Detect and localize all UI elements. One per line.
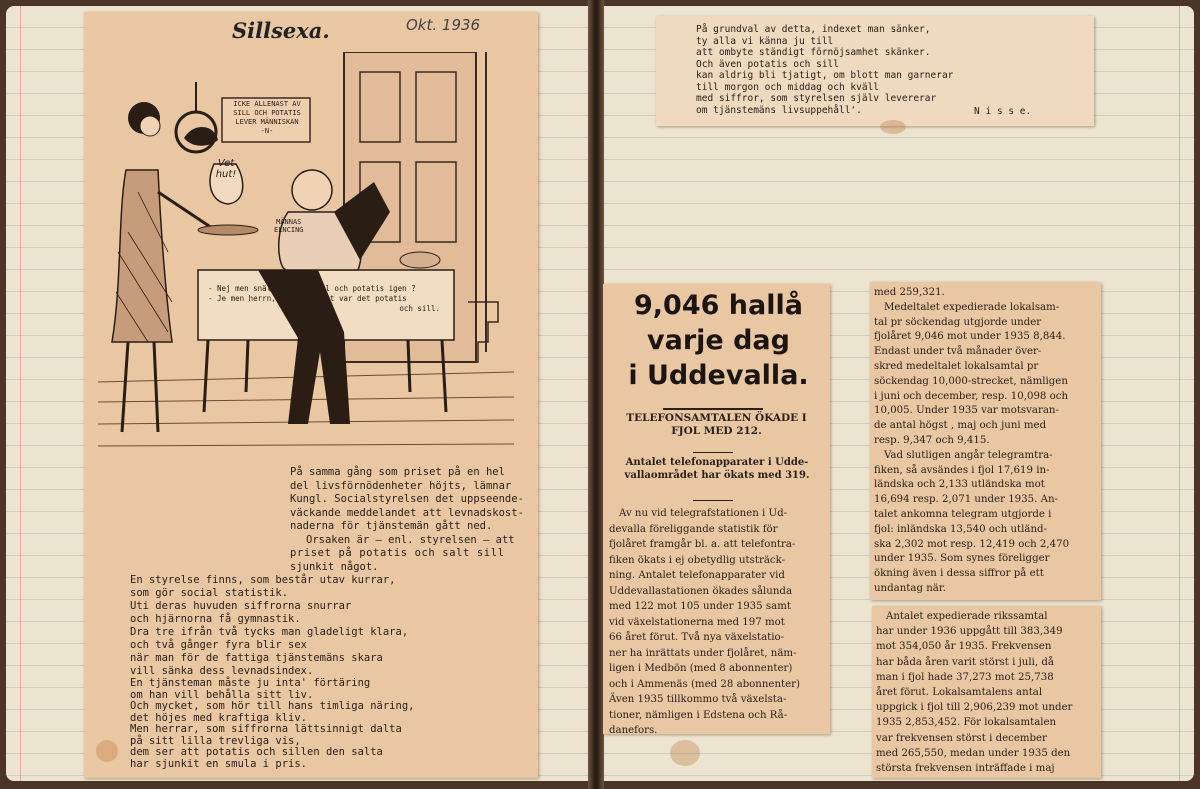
column-bottom-text xyxy=(876,609,1098,776)
column-line: med 259,321. xyxy=(874,287,945,298)
body-line: ning. Antalet telefonapparater vid xyxy=(609,570,785,581)
headline-line: i Uddevalla. xyxy=(628,360,809,391)
column-line: har båda åren varit störst i juli, då xyxy=(876,656,1054,668)
article-subhead xyxy=(609,412,824,438)
bag-label: Vet hut! xyxy=(215,158,237,180)
prose-line: På samma gång som priset på en hel xyxy=(290,466,505,478)
poem-line: På grundval av detta, indexet man sänker, xyxy=(696,24,931,35)
body-line: Uddevallastationen ökades sålunda xyxy=(609,585,793,597)
verse-line: och hjärnorna få gymnastik. xyxy=(130,613,301,625)
sillsexa-clipping xyxy=(84,12,538,778)
column-line: skred medeltalet lokalsamtal pr xyxy=(874,360,1039,372)
poem-clipping xyxy=(656,16,1094,126)
wall-sign-line: SILL OCH POTATIS xyxy=(233,109,301,117)
body-line: Även 1935 tillkommo två växelsta- xyxy=(609,694,787,705)
caption-line: och sill. xyxy=(399,304,440,313)
verse-line: Och mycket, som hör till hans timliga näring, xyxy=(130,700,415,712)
prose-line: del livsförnödenheter höjts, lämnar xyxy=(290,479,512,492)
column-line: tal pr söckendag utgjorde under xyxy=(874,316,1042,328)
handwritten-date: Okt. 1936 xyxy=(406,16,481,34)
shirt-label-line: ELNCING xyxy=(274,226,304,234)
column-line: fjol: inländska 13,540 och utländ- xyxy=(874,523,1047,535)
column-line: 16,694 resp. 2,071 under 1935. An- xyxy=(874,494,1058,506)
article-body xyxy=(609,506,825,739)
column-top-text xyxy=(874,286,1098,597)
column-line: uppgick i fjol till 2,906,239 mot under xyxy=(876,702,1073,714)
verse-line: som gör social statistik. xyxy=(130,587,289,599)
verse-line: Dra tre ifrån två tycks man gladeligt klara, xyxy=(130,626,409,638)
poem-signature: N i s s e. xyxy=(974,106,1032,117)
verse-line: Uti deras huvuden siffrorna snurrar xyxy=(130,600,352,612)
wall-sign-line: -N- xyxy=(260,127,274,135)
prose-line: sjunkit något. xyxy=(290,560,379,573)
verse-line: En tjänsteman måste ju inta' förtäring xyxy=(130,677,371,689)
column-line: Vad slutligen angår telegramtra- xyxy=(884,449,1053,461)
article-continuation-bottom xyxy=(872,606,1101,778)
prose-line: Orsaken är — enl. styrelsen — att xyxy=(306,533,515,546)
column-line: året förut. Lokalsamtalens antal xyxy=(876,687,1043,699)
column-line: 10,005. Under 1935 var motsvaran- xyxy=(874,405,1059,417)
verse-line: Men herrar, som siffrorna lättsinnigt dalta xyxy=(130,723,402,735)
verse-2 xyxy=(130,678,414,770)
column-line: var frekvensen störst i december xyxy=(876,732,1047,744)
glue-stain xyxy=(670,740,700,766)
verse-line: på sitt lilla trevliga vis, xyxy=(130,734,301,747)
headline-rule xyxy=(663,408,763,410)
verse-line: En styrelse finns, som består utav kurrar, xyxy=(130,574,396,586)
prose-line: väckande meddelandet att levnadskost- xyxy=(290,506,524,519)
column-line: har under 1936 uppgått till 383,349 xyxy=(876,626,1063,638)
verse-line: dem ser att potatis och sillen den salta xyxy=(130,746,383,758)
prose-line: Kungl. Socialstyrelsen det uppseende- xyxy=(290,493,524,505)
poem-line: ty alla vi känna ju till xyxy=(696,35,834,47)
verse-line: och två gånger fyra blir sex xyxy=(130,639,308,651)
wall-sign-line: ICKE ALLENAST AV xyxy=(233,100,301,108)
prose-block xyxy=(290,466,524,574)
column-line: fiken, så avsändes i fjol 17,619 in- xyxy=(874,464,1050,476)
column-line: mot 354,050 år 1935. Frekvensen xyxy=(876,641,1052,653)
glue-stain xyxy=(96,740,118,762)
wall-sign-text xyxy=(224,100,310,136)
prose-line: priset på potatis och salt sill xyxy=(290,547,505,559)
deck-line: Antalet telefonapparater i Udde- xyxy=(625,457,809,468)
body-line: vid växelstationerna med 197 mot xyxy=(609,616,785,628)
poem-line: att ombyte ständigt förnöjsamhet skänker. xyxy=(696,47,931,58)
shirt-label-line: MÄNNAS xyxy=(276,218,302,226)
poem-line: om tjänstemäns livsuppehåll'. xyxy=(696,104,862,116)
column-line: söckendag 10,000-strecket, nämligen xyxy=(874,375,1068,387)
subhead-line: FJOL MED 212. xyxy=(671,425,762,437)
poem-line: till morgon och middag och kväll xyxy=(696,81,880,93)
column-line: Medeltalet expedierade lokalsam- xyxy=(884,301,1060,313)
poem-line: kan aldrig bli tjatigt, om blott man garnerar xyxy=(696,70,954,81)
column-line: största frekvensen inträffade i maj xyxy=(876,763,1055,775)
body-line: fiken ökats i ej obetydlig utsträck- xyxy=(609,554,786,566)
body-line: tioner, nämligen i Edstena och Rå- xyxy=(609,709,788,721)
glue-stain xyxy=(880,120,906,134)
column-line: man i fjol hade 37,273 mot 25,738 xyxy=(876,671,1054,683)
book-gutter xyxy=(588,0,604,789)
prose-line: naderna för tjänstemän gått ned. xyxy=(290,520,493,532)
column-line: ska 2,302 mot resp. 12,419 och 2,470 xyxy=(874,538,1070,550)
column-line: fjolåret 9,046 mot under 1935 8,844. xyxy=(874,331,1066,343)
subhead-line: TELEFONSAMTALEN ÖKADE I xyxy=(626,412,807,424)
verse-line: om han vill behålla sitt liv. xyxy=(130,688,314,701)
column-line: resp. 9,347 och 9,415. xyxy=(874,434,990,446)
poem-lines xyxy=(696,24,953,116)
body-line: med 122 mot 105 under 1935 samt xyxy=(609,601,791,612)
body-line: fjolåret framgår bl. a. att telefontra- xyxy=(609,539,796,550)
column-line: med 265,550, medan under 1935 den xyxy=(876,747,1071,759)
column-line: undantag när. xyxy=(874,582,946,594)
cartoon-caption xyxy=(208,284,440,314)
article-continuation-top xyxy=(870,282,1101,600)
column-line: Antalet expedierade rikssamtal xyxy=(886,611,1048,622)
body-line: danefors. xyxy=(609,725,658,736)
headline-line: 9,046 hallå xyxy=(634,290,803,321)
wall-sign-line: LEVER MÄNNISKAN xyxy=(235,118,299,126)
body-line: 66 året förut. Två nya växelstatio- xyxy=(609,632,785,643)
column-line: talet ankomna telegram utgjorde i xyxy=(874,508,1052,520)
column-line: ökning även i dessa siffror på ett xyxy=(874,568,1044,580)
right-margin-line xyxy=(1179,6,1180,781)
body-line: devalla föreliggande statistik för xyxy=(609,523,778,535)
verse-line: vill sänka dess levnadsindex. xyxy=(130,665,314,677)
verse-line: när man för de fattiga tjänstemäns skara xyxy=(130,652,383,664)
column-line: 1935 2,853,452. För lokalsamtalen xyxy=(876,717,1057,729)
body-line: och i Ammenäs (med 28 abonnenter) xyxy=(609,678,800,690)
column-line: de antal högst , maj och juni med xyxy=(874,420,1047,432)
column-line: Endast under två månader över- xyxy=(874,346,1042,358)
telephone-article xyxy=(603,284,830,734)
deck-rule xyxy=(693,500,733,501)
clipping-title: Sillsexa. xyxy=(232,18,330,43)
poem-line: med siffror, som styrelsen själv levererar xyxy=(696,93,937,104)
article-headline xyxy=(611,288,826,393)
verse-line: det höjes med kraftiga kliv. xyxy=(130,711,308,724)
shirt-label xyxy=(274,218,304,234)
column-line: ländska och 2,133 utländska mot xyxy=(874,479,1045,491)
column-line: i juni och december, resp. 10,098 och xyxy=(874,390,1069,402)
caption-line: - Je men herrn, till frukost var det potatis xyxy=(208,294,407,303)
body-line: ligen i Medbön (med 8 abonnenter) xyxy=(609,663,793,674)
caption-line: - Nej men snälla Anna, sill och potatis igen ? xyxy=(208,284,416,293)
headline-line: varje dag xyxy=(647,325,790,356)
body-line: Av nu vid telegrafstationen i Ud- xyxy=(619,508,788,519)
deck-line: vallaområdet har ökats med 319. xyxy=(624,470,810,481)
column-line: under 1935. Som synes föreligger xyxy=(874,553,1050,565)
article-deck xyxy=(611,456,823,482)
subhead-rule xyxy=(693,452,733,453)
left-margin-line xyxy=(20,6,21,781)
body-line: ner ha inrättats under fjolåret, näm- xyxy=(609,647,797,659)
poem-line: Och även potatis och sill xyxy=(696,58,839,70)
verse-1 xyxy=(130,574,408,678)
verse-line: har sjunkit en smula i pris. xyxy=(130,757,308,770)
